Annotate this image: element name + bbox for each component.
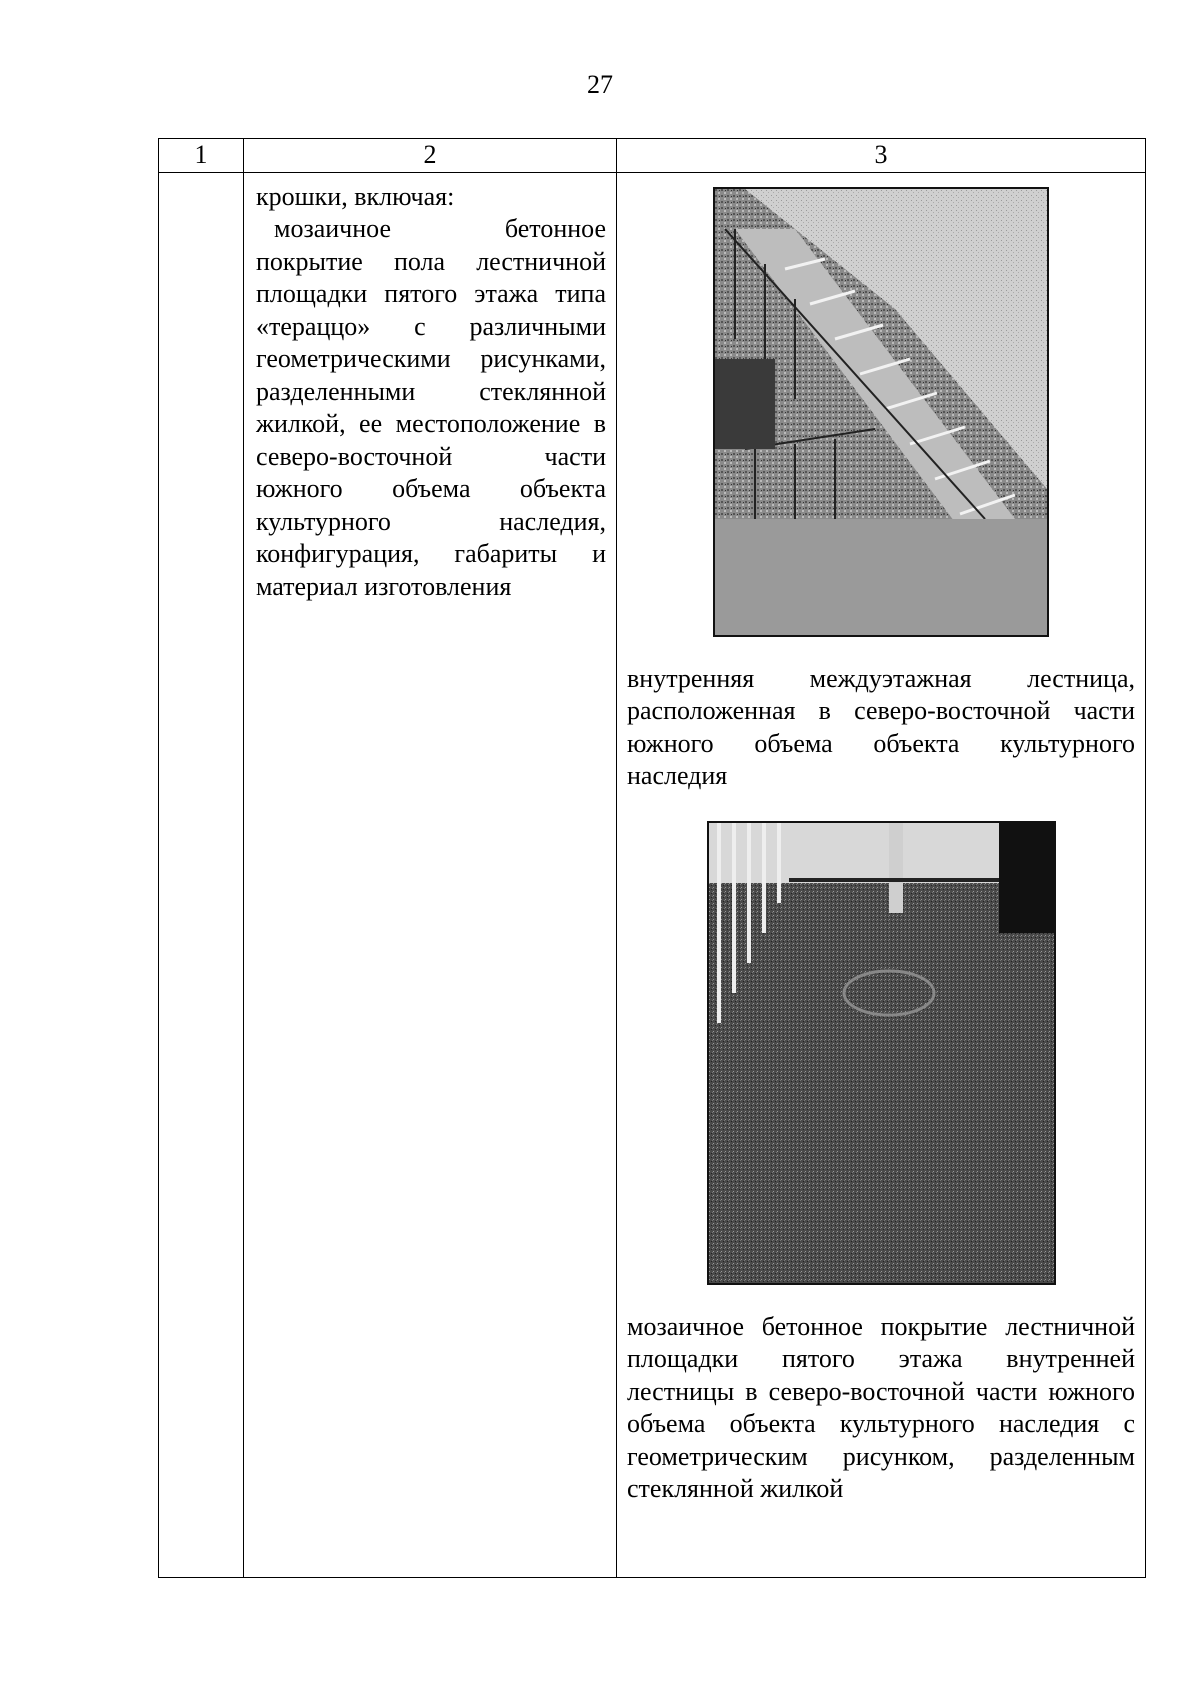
table-header-row <box>159 139 1146 173</box>
landing-floor-photo <box>707 821 1056 1285</box>
header-col-3: 3 <box>617 139 1146 173</box>
photo2-caption: мозаичное бетонное покрытие лестничной площадки пятого этажа внутренней лестницы в северо-восточной части южного объема объекта культурного наследия с геометрическим рисунком, разделенным стеклянной жилкой <box>627 1311 1135 1503</box>
heritage-table <box>158 138 1146 1578</box>
cell-description <box>244 172 617 1577</box>
table-row <box>159 172 1146 1577</box>
description-text: мозаичное бетонное покрытие пола лестничной площадки пятого этажа типа «тераццо» с различными геометрическими рисунками, разделенными стеклянной жилкой, ее местоположение в северо-восточной части южного объема объекта культурного наследия, конфигурация, габариты и материал изготовления <box>256 214 606 601</box>
page-number: 27 <box>587 70 613 99</box>
header-col-1: 1 <box>159 139 244 173</box>
description-lead: крошки, включая: <box>256 181 455 211</box>
photo1-caption: внутренняя междуэтажная лестница, расположенная в северо-восточной части южного объема объекта культурного наследия <box>627 663 1135 790</box>
cell-number <box>159 172 244 1577</box>
staircase-photo <box>713 187 1049 637</box>
header-col-2: 2 <box>244 139 617 173</box>
cell-photos <box>617 172 1146 1577</box>
